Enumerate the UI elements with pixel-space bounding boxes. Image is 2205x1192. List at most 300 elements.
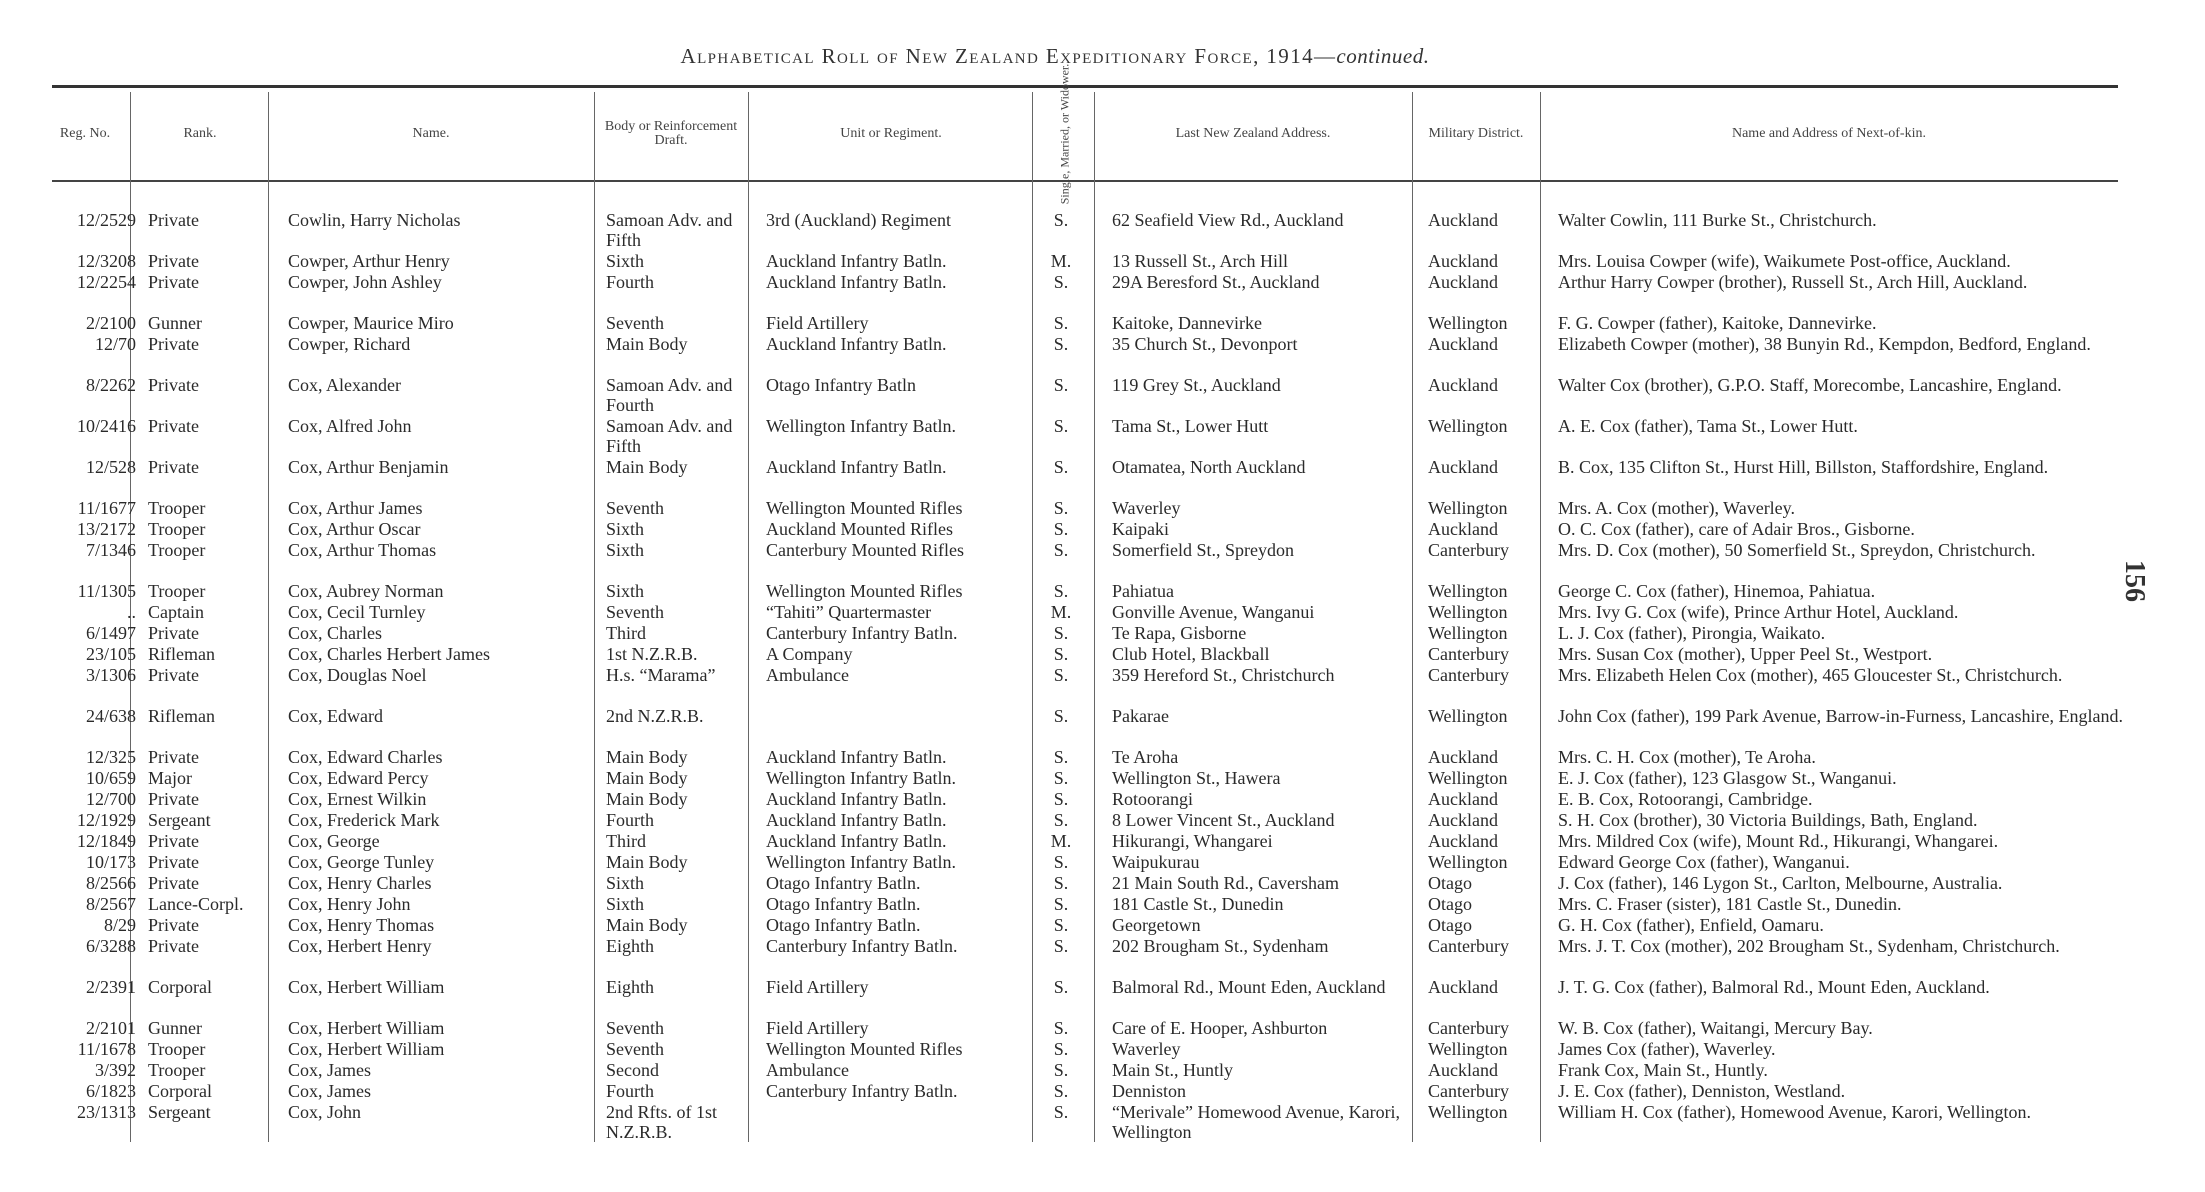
next-of-kin-cell: Edward George Cox (father), Wanganui. — [1558, 852, 1850, 872]
address-cell: Denniston — [1112, 1081, 1186, 1101]
name-cell: Cox, Aubrey Norman — [288, 581, 444, 601]
reg-no-cell: 2/2391 — [85, 977, 136, 997]
next-of-kin-cell: Walter Cox (brother), G.P.O. Staff, Morecombe, Lancashire, England. — [1558, 375, 2062, 395]
unit-cell: Field Artillery — [766, 1018, 869, 1038]
status-cell: M. — [1050, 831, 1072, 851]
rank-cell: Sergeant — [148, 1102, 211, 1122]
status-cell: S. — [1053, 706, 1069, 726]
status-cell: S. — [1053, 540, 1069, 560]
status-cell: S. — [1053, 810, 1069, 830]
unit-cell: Auckland Infantry Batln. — [766, 831, 947, 851]
reg-no-cell: 6/1823 — [85, 1081, 136, 1101]
next-of-kin-cell: Mrs. C. H. Cox (mother), Te Aroha. — [1558, 747, 1816, 767]
header-unit: Unit or Regiment. — [840, 126, 942, 141]
header-draft: Body or Reinforcement Draft. — [604, 119, 738, 148]
district-cell: Wellington — [1428, 581, 1508, 601]
status-cell: S. — [1053, 936, 1069, 956]
draft-cell: Main Body — [606, 915, 688, 935]
district-cell: Wellington — [1428, 706, 1508, 726]
reg-no-cell: 6/1497 — [85, 623, 136, 643]
draft-cell: Sixth — [606, 894, 645, 914]
address-cell: 202 Brougham St., Sydenham — [1112, 936, 1329, 956]
reg-no-cell: 10/2416 — [76, 416, 136, 436]
rank-cell: Private — [148, 831, 199, 851]
unit-cell: Wellington Infantry Batln. — [766, 416, 957, 436]
rank-cell: Private — [148, 334, 199, 354]
unit-cell: “Tahiti” Quartermaster — [766, 602, 932, 622]
status-cell: M. — [1050, 251, 1072, 271]
title-main: Alphabetical Roll of New Zealand Expeditionary Force, 1914— — [680, 44, 1337, 68]
draft-cell: Sixth — [606, 251, 645, 271]
name-cell: Cox, Arthur Thomas — [288, 540, 437, 560]
status-cell: S. — [1053, 416, 1069, 436]
address-cell: 8 Lower Vincent St., Auckland — [1112, 810, 1335, 830]
unit-cell: Auckland Infantry Batln. — [766, 272, 947, 292]
district-cell: Canterbury — [1428, 1081, 1509, 1101]
address-cell: Club Hotel, Blackball — [1112, 644, 1270, 664]
status-cell: S. — [1053, 498, 1069, 518]
next-of-kin-cell: Mrs. Elizabeth Helen Cox (mother), 465 Gloucester St., Christchurch. — [1558, 665, 2063, 685]
draft-cell: Main Body — [606, 852, 688, 872]
address-cell: Kaipaki — [1112, 519, 1169, 539]
status-cell: S. — [1053, 873, 1069, 893]
next-of-kin-cell: J. E. Cox (father), Denniston, Westland. — [1558, 1081, 1846, 1101]
district-cell: Wellington — [1428, 602, 1508, 622]
draft-cell: Fourth — [606, 1081, 655, 1101]
address-cell: Tama St., Lower Hutt — [1112, 416, 1269, 436]
district-cell: Otago — [1428, 873, 1472, 893]
draft-cell: 2nd Rfts. of 1st N.Z.R.B. — [606, 1102, 718, 1142]
reg-no-cell: 8/29 — [103, 915, 136, 935]
status-cell: S. — [1053, 1018, 1069, 1038]
header-next-of-kin: Name and Address of Next-of-kin. — [1731, 126, 1926, 141]
district-cell: Auckland — [1428, 977, 1498, 997]
reg-no-cell: 8/2567 — [85, 894, 136, 914]
reg-no-cell: 10/173 — [85, 852, 136, 872]
reg-no-cell: 8/2262 — [85, 375, 136, 395]
name-cell: Cox, Herbert William — [288, 1039, 445, 1059]
district-cell: Wellington — [1428, 768, 1508, 788]
status-cell: S. — [1053, 665, 1069, 685]
next-of-kin-cell: Mrs. C. Fraser (sister), 181 Castle St., Dunedin. — [1558, 894, 1902, 914]
name-cell: Cox, John — [288, 1102, 362, 1122]
next-of-kin-cell: J. T. G. Cox (father), Balmoral Rd., Mount Eden, Auckland. — [1558, 977, 1990, 997]
status-cell: S. — [1053, 623, 1069, 643]
draft-cell: 1st N.Z.R.B. — [606, 644, 698, 664]
address-cell: Somerfield St., Spreydon — [1112, 540, 1294, 560]
name-cell: Cox, Arthur Oscar — [288, 519, 421, 539]
reg-no-cell: 6/3288 — [85, 936, 136, 956]
unit-cell: Canterbury Mounted Rifles — [766, 540, 964, 560]
district-cell: Canterbury — [1428, 540, 1509, 560]
name-cell: Cowper, Richard — [288, 334, 411, 354]
reg-no-cell: 7/1346 — [85, 540, 136, 560]
district-cell: Wellington — [1428, 416, 1508, 436]
name-cell: Cowlin, Harry Nicholas — [288, 210, 461, 230]
next-of-kin-cell: O. C. Cox (father), care of Adair Bros., Gisborne. — [1558, 519, 1915, 539]
draft-cell: Main Body — [606, 334, 688, 354]
header-district: Military District. — [1428, 126, 1524, 141]
draft-cell: Eighth — [606, 977, 654, 997]
address-cell: Gonville Avenue, Wanganui — [1112, 602, 1315, 622]
next-of-kin-cell: Mrs. Ivy G. Cox (wife), Prince Arthur Hotel, Auckland. — [1558, 602, 1959, 622]
name-cell: Cox, Edward Percy — [288, 768, 429, 788]
name-cell: Cox, Alfred John — [288, 416, 412, 436]
name-cell: Cox, George — [288, 831, 380, 851]
name-cell: Cox, Cecil Turnley — [288, 602, 426, 622]
next-of-kin-cell: Mrs. D. Cox (mother), 50 Somerfield St., Spreydon, Christchurch. — [1558, 540, 2036, 560]
district-cell: Auckland — [1428, 1060, 1498, 1080]
status-cell: S. — [1053, 1060, 1069, 1080]
reg-no-cell: 11/1305 — [77, 581, 136, 601]
unit-cell: Auckland Infantry Batln. — [766, 251, 947, 271]
next-of-kin-cell: J. Cox (father), 146 Lygon St., Carlton, Melbourne, Australia. — [1558, 873, 2003, 893]
draft-cell: Seventh — [606, 1039, 664, 1059]
status-cell: S. — [1053, 313, 1069, 333]
reg-no-cell: 3/392 — [94, 1060, 136, 1080]
reg-no-cell: 12/1849 — [76, 831, 136, 851]
status-cell: S. — [1053, 272, 1069, 292]
name-cell: Cox, Henry Charles — [288, 873, 432, 893]
district-cell: Wellington — [1428, 852, 1508, 872]
rank-cell: Rifleman — [148, 644, 215, 664]
draft-cell: Eighth — [606, 936, 654, 956]
reg-no-cell: 12/700 — [85, 789, 136, 809]
district-cell: Canterbury — [1428, 1018, 1509, 1038]
address-cell: “Merivale” Homewood Avenue, Karori, Wellington — [1112, 1102, 1401, 1142]
draft-cell: Second — [606, 1060, 659, 1080]
draft-cell: Fourth — [606, 272, 655, 292]
status-cell: S. — [1053, 644, 1069, 664]
draft-cell: Main Body — [606, 789, 688, 809]
unit-cell: Auckland Infantry Batln. — [766, 334, 947, 354]
rank-cell: Private — [148, 747, 199, 767]
district-cell: Auckland — [1428, 210, 1498, 230]
district-cell: Auckland — [1428, 519, 1498, 539]
draft-cell: Seventh — [606, 313, 664, 333]
draft-cell: Fourth — [606, 810, 655, 830]
unit-cell: Wellington Mounted Rifles — [766, 1039, 963, 1059]
next-of-kin-cell: L. J. Cox (father), Pirongia, Waikato. — [1558, 623, 1826, 643]
address-cell: Hikurangi, Whangarei — [1112, 831, 1273, 851]
name-cell: Cox, Edward Charles — [288, 747, 443, 767]
address-cell: Rotoorangi — [1112, 789, 1193, 809]
district-cell: Auckland — [1428, 789, 1498, 809]
next-of-kin-cell: W. B. Cox (father), Waitangi, Mercury Bay. — [1558, 1018, 1873, 1038]
rank-cell: Trooper — [148, 1039, 206, 1059]
reg-no-cell: 12/1929 — [76, 810, 136, 830]
reg-no-cell: .. — [127, 602, 136, 622]
name-cell: Cox, Douglas Noel — [288, 665, 427, 685]
draft-cell: Main Body — [606, 768, 688, 788]
page-number: 156 — [2119, 560, 2150, 602]
name-cell: Cox, Henry Thomas — [288, 915, 435, 935]
rank-cell: Private — [148, 416, 199, 436]
reg-no-cell: 10/659 — [85, 768, 136, 788]
next-of-kin-cell: S. H. Cox (brother), 30 Victoria Buildings, Bath, England. — [1558, 810, 1978, 830]
name-cell: Cox, Arthur James — [288, 498, 423, 518]
district-cell: Auckland — [1428, 251, 1498, 271]
next-of-kin-cell: Frank Cox, Main St., Huntly. — [1558, 1060, 1768, 1080]
district-cell: Auckland — [1428, 375, 1498, 395]
name-cell: Cox, Alexander — [288, 375, 401, 395]
unit-cell: Ambulance — [766, 1060, 849, 1080]
draft-cell: Sixth — [606, 540, 645, 560]
status-cell: S. — [1053, 768, 1069, 788]
reg-no-cell: 12/325 — [85, 747, 136, 767]
rank-cell: Private — [148, 375, 199, 395]
rank-cell: Trooper — [148, 1060, 206, 1080]
district-cell: Canterbury — [1428, 644, 1509, 664]
draft-cell: Seventh — [606, 1018, 664, 1038]
name-cell: Cox, Charles — [288, 623, 382, 643]
district-cell: Otago — [1428, 915, 1472, 935]
address-cell: 35 Church St., Devonport — [1112, 334, 1298, 354]
status-cell: S. — [1053, 894, 1069, 914]
rank-cell: Trooper — [148, 519, 206, 539]
draft-cell: Main Body — [606, 457, 688, 477]
next-of-kin-cell: William H. Cox (father), Homewood Avenue, Karori, Wellington. — [1558, 1102, 2032, 1122]
address-cell: Main St., Huntly — [1112, 1060, 1234, 1080]
rank-cell: Private — [148, 789, 199, 809]
district-cell: Otago — [1428, 894, 1472, 914]
rank-cell: Trooper — [148, 540, 206, 560]
district-cell: Auckland — [1428, 747, 1498, 767]
draft-cell: 2nd N.Z.R.B. — [606, 706, 704, 726]
unit-cell: Canterbury Infantry Batln. — [766, 1081, 958, 1101]
reg-no-cell: 11/1677 — [77, 498, 136, 518]
unit-cell: Auckland Infantry Batln. — [766, 457, 947, 477]
status-cell: S. — [1053, 334, 1069, 354]
address-cell: Waverley — [1112, 498, 1181, 518]
next-of-kin-cell: Mrs. Susan Cox (mother), Upper Peel St., Westport. — [1558, 644, 1933, 664]
unit-cell: A Company — [766, 644, 853, 664]
address-cell: 21 Main South Rd., Caversham — [1112, 873, 1339, 893]
unit-cell: 3rd (Auckland) Regiment — [766, 210, 951, 230]
header-address: Last New Zealand Address. — [1175, 126, 1331, 141]
reg-no-cell: 12/70 — [94, 334, 136, 354]
name-cell: Cox, George Tunley — [288, 852, 435, 872]
next-of-kin-cell: Arthur Harry Cowper (brother), Russell St., Arch Hill, Auckland. — [1558, 272, 2028, 292]
reg-no-cell: 12/2254 — [76, 272, 136, 292]
next-of-kin-cell: George C. Cox (father), Hinemoa, Pahiatua. — [1558, 581, 1876, 601]
unit-cell: Field Artillery — [766, 313, 869, 333]
unit-cell: Ambulance — [766, 665, 849, 685]
address-cell: Te Rapa, Gisborne — [1112, 623, 1247, 643]
status-cell: S. — [1053, 1102, 1069, 1122]
draft-cell: Seventh — [606, 498, 664, 518]
draft-cell: Third — [606, 831, 646, 851]
rank-cell: Sergeant — [148, 810, 211, 830]
rank-cell: Captain — [148, 602, 204, 622]
rank-cell: Trooper — [148, 498, 206, 518]
address-cell: Waverley — [1112, 1039, 1181, 1059]
next-of-kin-cell: E. J. Cox (father), 123 Glasgow St., Wanganui. — [1558, 768, 1897, 788]
reg-no-cell: 2/2100 — [85, 313, 136, 333]
next-of-kin-cell: Elizabeth Cowper (mother), 38 Bunyin Rd., Kempdon, Bedford, England. — [1558, 334, 2091, 354]
rank-cell: Major — [148, 768, 192, 788]
draft-cell: Sixth — [606, 581, 645, 601]
draft-cell: Samoan Adv. and Fourth — [606, 375, 733, 415]
next-of-kin-cell: F. G. Cowper (father), Kaitoke, Dannevirke. — [1558, 313, 1877, 333]
reg-no-cell: 3/1306 — [85, 665, 136, 685]
unit-cell: Canterbury Infantry Batln. — [766, 623, 958, 643]
next-of-kin-cell: Mrs. J. T. Cox (mother), 202 Brougham St., Sydenham, Christchurch. — [1558, 936, 2060, 956]
status-cell: S. — [1053, 581, 1069, 601]
draft-cell: Seventh — [606, 602, 664, 622]
address-cell: Balmoral Rd., Mount Eden, Auckland — [1112, 977, 1386, 997]
rank-cell: Private — [148, 915, 199, 935]
status-cell: S. — [1053, 210, 1069, 230]
next-of-kin-cell: Mrs. Louisa Cowper (wife), Waikumete Post-office, Auckland. — [1558, 251, 2011, 271]
reg-no-cell: 12/2529 — [76, 210, 136, 230]
district-cell: Wellington — [1428, 1039, 1508, 1059]
status-cell: S. — [1053, 747, 1069, 767]
rank-cell: Private — [148, 936, 199, 956]
name-cell: Cox, Herbert William — [288, 977, 445, 997]
name-cell: Cox, Herbert Henry — [288, 936, 432, 956]
name-cell: Cox, James — [288, 1060, 371, 1080]
rank-cell: Private — [148, 210, 199, 230]
rank-cell: Private — [148, 873, 199, 893]
district-cell: Canterbury — [1428, 665, 1509, 685]
draft-cell: Samoan Adv. and Fifth — [606, 416, 733, 456]
rank-cell: Private — [148, 251, 199, 271]
next-of-kin-cell: B. Cox, 135 Clifton St., Hurst Hill, Billston, Staffordshire, England. — [1558, 457, 2049, 477]
title-continued: continued. — [1336, 44, 1430, 68]
address-cell: 62 Seafield View Rd., Auckland — [1112, 210, 1344, 230]
rank-cell: Corporal — [148, 1081, 212, 1101]
reg-no-cell: 12/3208 — [76, 251, 136, 271]
unit-cell: Wellington Infantry Batln. — [766, 852, 957, 872]
unit-cell: Otago Infantry Batln. — [766, 894, 921, 914]
address-cell: 359 Hereford St., Christchurch — [1112, 665, 1335, 685]
draft-cell: Samoan Adv. and Fifth — [606, 210, 733, 250]
name-cell: Cox, Arthur Benjamin — [288, 457, 449, 477]
name-cell: Cox, Herbert William — [288, 1018, 445, 1038]
rank-cell: Corporal — [148, 977, 212, 997]
name-cell: Cox, Henry John — [288, 894, 411, 914]
name-cell: Cowper, Maurice Miro — [288, 313, 454, 333]
status-cell: S. — [1053, 1081, 1069, 1101]
name-cell: Cox, Ernest Wilkin — [288, 789, 427, 809]
draft-cell: Main Body — [606, 747, 688, 767]
status-cell: S. — [1053, 915, 1069, 935]
rank-cell: Gunner — [148, 313, 202, 333]
rank-cell: Private — [148, 623, 199, 643]
unit-cell: Otago Infantry Batln — [766, 375, 916, 395]
unit-cell: Auckland Infantry Batln. — [766, 789, 947, 809]
address-cell: Te Aroha — [1112, 747, 1179, 767]
rank-cell: Private — [148, 457, 199, 477]
name-cell: Cox, James — [288, 1081, 371, 1101]
rank-cell: Lance-Corpl. — [148, 894, 244, 914]
next-of-kin-cell: Mrs. Mildred Cox (wife), Mount Rd., Hikurangi, Whangarei. — [1558, 831, 1999, 851]
header-rank: Rank. — [183, 126, 217, 141]
district-cell: Wellington — [1428, 313, 1508, 333]
next-of-kin-cell: E. B. Cox, Rotoorangi, Cambridge. — [1558, 789, 1813, 809]
draft-cell: H.s. “Marama” — [606, 665, 716, 685]
district-cell: Auckland — [1428, 334, 1498, 354]
next-of-kin-cell: A. E. Cox (father), Tama St., Lower Hutt. — [1558, 416, 1858, 436]
next-of-kin-cell: John Cox (father), 199 Park Avenue, Barrow-in-Furness, Lancashire, England. — [1558, 706, 2124, 726]
status-cell: S. — [1053, 1039, 1069, 1059]
address-cell: 181 Castle St., Dunedin — [1112, 894, 1284, 914]
status-cell: S. — [1053, 852, 1069, 872]
status-cell: S. — [1053, 789, 1069, 809]
district-cell: Auckland — [1428, 272, 1498, 292]
address-cell: Care of E. Hooper, Ashburton — [1112, 1018, 1328, 1038]
unit-cell: Wellington Mounted Rifles — [766, 581, 963, 601]
reg-no-cell: 11/1678 — [77, 1039, 136, 1059]
unit-cell: Auckland Mounted Rifles — [766, 519, 953, 539]
next-of-kin-cell: Mrs. A. Cox (mother), Waverley. — [1558, 498, 1796, 518]
rank-cell: Private — [148, 852, 199, 872]
status-cell: S. — [1053, 457, 1069, 477]
district-cell: Auckland — [1428, 457, 1498, 477]
address-cell: Kaitoke, Dannevirke — [1112, 313, 1262, 333]
name-cell: Cox, Frederick Mark — [288, 810, 440, 830]
draft-cell: Sixth — [606, 873, 645, 893]
header-name: Name. — [412, 126, 450, 141]
status-cell: S. — [1053, 375, 1069, 395]
unit-cell: Otago Infantry Batln. — [766, 915, 921, 935]
district-cell: Wellington — [1428, 623, 1508, 643]
district-cell: Wellington — [1428, 1102, 1508, 1122]
address-cell: Pakarae — [1112, 706, 1169, 726]
unit-cell: Wellington Infantry Batln. — [766, 768, 957, 788]
address-cell: Otamatea, North Auckland — [1112, 457, 1306, 477]
unit-cell: Auckland Infantry Batln. — [766, 810, 947, 830]
district-cell: Canterbury — [1428, 936, 1509, 956]
name-cell: Cowper, John Ashley — [288, 272, 442, 292]
name-cell: Cowper, Arthur Henry — [288, 251, 450, 271]
unit-cell: Otago Infantry Batln. — [766, 873, 921, 893]
reg-no-cell: 8/2566 — [85, 873, 136, 893]
reg-no-cell: 23/1313 — [76, 1102, 136, 1122]
next-of-kin-cell: G. H. Cox (father), Enfield, Oamaru. — [1558, 915, 1824, 935]
reg-no-cell: 24/638 — [85, 706, 136, 726]
rank-cell: Rifleman — [148, 706, 215, 726]
district-cell: Wellington — [1428, 498, 1508, 518]
reg-no-cell: 2/2101 — [85, 1018, 136, 1038]
unit-cell: Auckland Infantry Batln. — [766, 747, 947, 767]
next-of-kin-cell: Walter Cowlin, 111 Burke St., Christchurch. — [1558, 210, 1877, 230]
address-cell: 29A Beresford St., Auckland — [1112, 272, 1320, 292]
rank-cell: Private — [148, 665, 199, 685]
reg-no-cell: 23/105 — [85, 644, 136, 664]
name-cell: Cox, Edward — [288, 706, 383, 726]
rank-cell: Gunner — [148, 1018, 202, 1038]
status-cell: S. — [1053, 977, 1069, 997]
status-cell: M. — [1050, 602, 1072, 622]
reg-no-cell: 13/2172 — [76, 519, 136, 539]
address-cell: Pahiatua — [1112, 581, 1174, 601]
header-reg-no: Reg. No. — [59, 126, 111, 141]
draft-cell: Third — [606, 623, 646, 643]
status-cell: S. — [1053, 519, 1069, 539]
rank-cell: Private — [148, 272, 199, 292]
unit-cell: Wellington Mounted Rifles — [766, 498, 963, 518]
address-cell: 13 Russell St., Arch Hill — [1112, 251, 1289, 271]
rank-cell: Trooper — [148, 581, 206, 601]
address-cell: Georgetown — [1112, 915, 1201, 935]
reg-no-cell: 12/528 — [85, 457, 136, 477]
unit-cell: Canterbury Infantry Batln. — [766, 936, 958, 956]
name-cell: Cox, Charles Herbert James — [288, 644, 490, 664]
header-status: Single, Married, or Widower. — [1057, 63, 1072, 205]
address-cell: Waipukurau — [1112, 852, 1200, 872]
